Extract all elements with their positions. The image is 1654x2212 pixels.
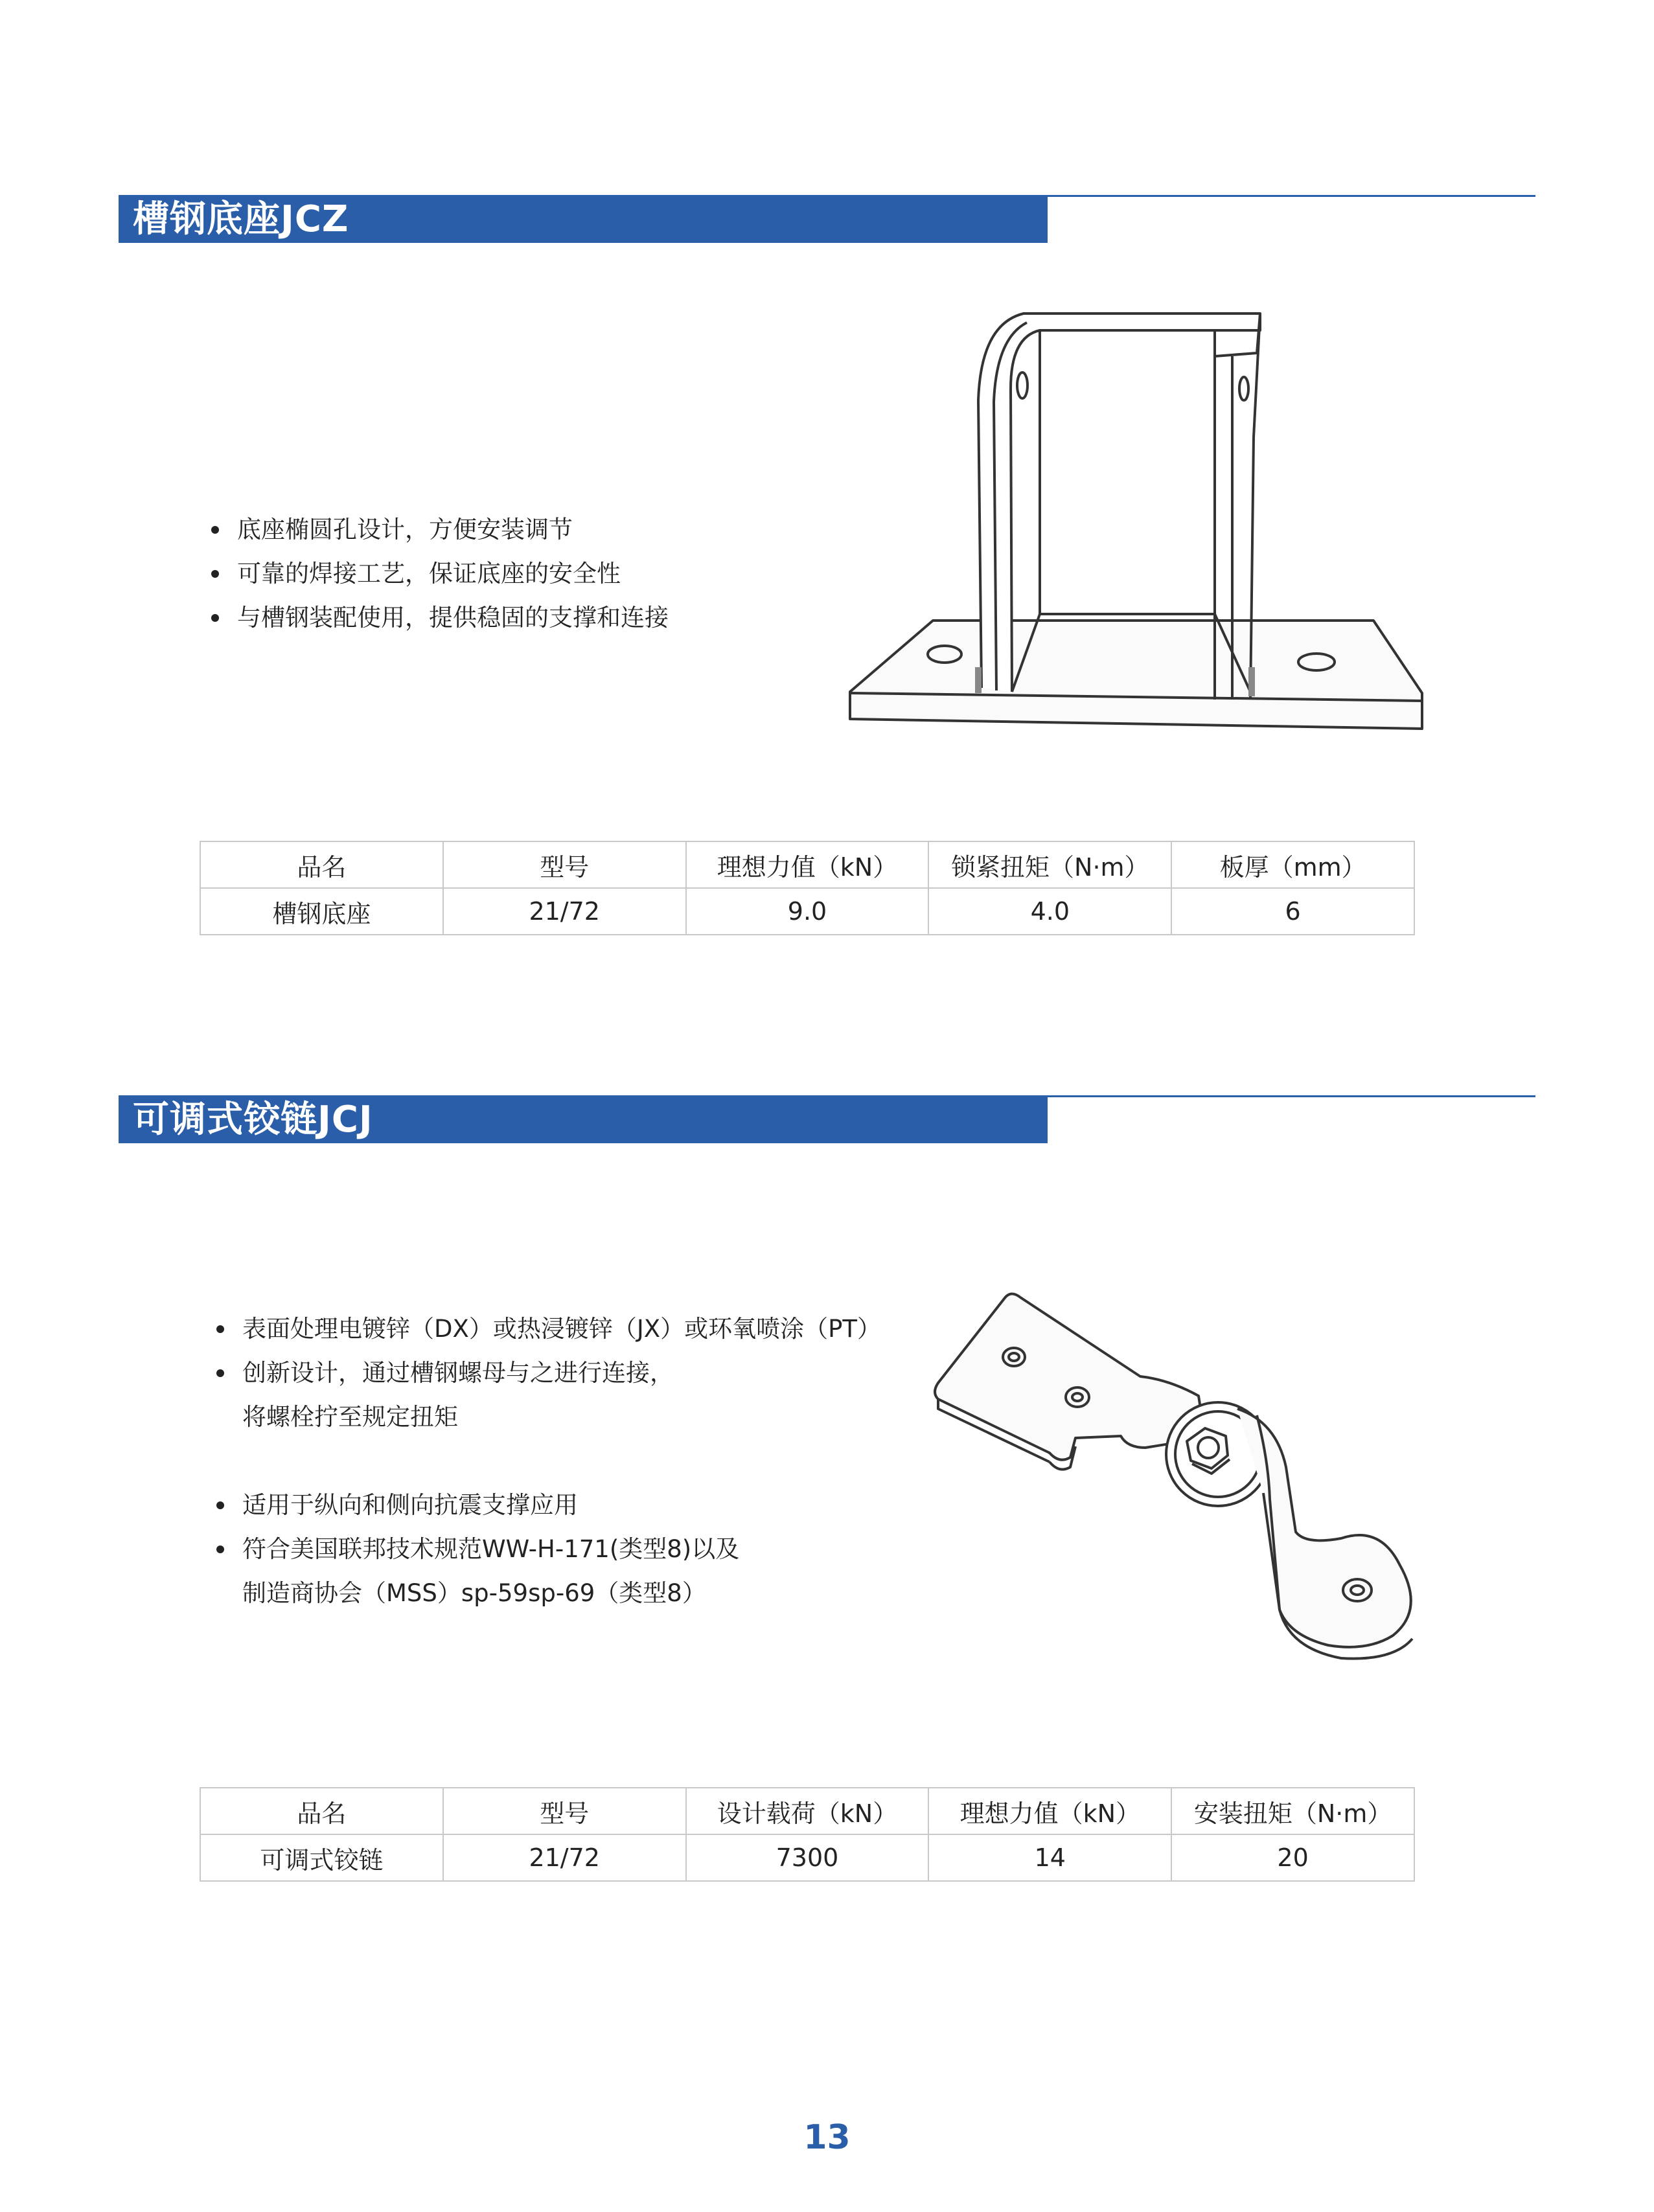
table-cell: 7300	[686, 1834, 929, 1881]
section-title: 槽钢底座JCZ	[133, 198, 349, 240]
feature-item: 与槽钢装配使用，提供稳固的支撑和连接	[207, 596, 669, 640]
table-cell: 21/72	[443, 1834, 686, 1881]
table-header-row	[200, 841, 1414, 888]
channel-base-illustration	[836, 304, 1438, 745]
feature-item: 可靠的焊接工艺，保证底座的安全性	[207, 552, 669, 596]
table-cell: 槽钢底座	[200, 888, 443, 935]
feature-item: 创新设计，通过槽钢螺母与之进行连接，	[212, 1351, 881, 1395]
feature-item: 底座椭圆孔设计，方便安装调节	[207, 508, 669, 552]
table-header-cell: 理想力值（kN）	[686, 841, 929, 888]
spec-table	[200, 1787, 1415, 1882]
feature-item: 符合美国联邦技术规范WW-H-171(类型8)以及	[212, 1527, 881, 1571]
table-header-cell: 型号	[443, 841, 686, 888]
page-number: 13	[803, 2118, 851, 2157]
table-header-cell: 设计载荷（kN）	[686, 1788, 929, 1834]
feature-item-continued: 制造商协会（MSS）sp-59sp-69（类型8）	[242, 1579, 706, 1607]
table-header-cell: 安装扭矩（N·m）	[1171, 1788, 1414, 1834]
feature-list	[212, 1307, 881, 1615]
table-row	[200, 1834, 1414, 1881]
table-header-cell: 锁紧扭矩（N·m）	[928, 841, 1171, 888]
table-cell: 9.0	[686, 888, 929, 935]
table-header-row	[200, 1788, 1414, 1834]
feature-item-continued: 将螺栓拧至规定扭矩	[242, 1403, 458, 1431]
section-title: 可调式铰链JCJ	[133, 1099, 373, 1141]
table-header-cell: 板厚（mm）	[1171, 841, 1414, 888]
table-header-cell: 理想力值（kN）	[928, 1788, 1171, 1834]
table-cell: 14	[928, 1834, 1171, 1881]
table-cell: 21/72	[443, 888, 686, 935]
table-header-cell: 品名	[200, 1788, 443, 1834]
feature-list	[207, 508, 669, 640]
spec-table	[200, 841, 1415, 935]
table-row	[200, 888, 1414, 935]
table-cell: 6	[1171, 888, 1414, 935]
table-cell: 20	[1171, 1834, 1414, 1881]
table-header-cell: 品名	[200, 841, 443, 888]
list-spacer	[212, 1439, 881, 1483]
feature-item: 适用于纵向和侧向抗震支撑应用	[212, 1483, 881, 1527]
adjustable-hinge-illustration	[926, 1286, 1432, 1661]
feature-item: 表面处理电镀锌（DX）或热浸镀锌（JX）或环氧喷涂（PT）	[212, 1307, 881, 1351]
table-cell: 4.0	[928, 888, 1171, 935]
table-header-cell: 型号	[443, 1788, 686, 1834]
table-cell: 可调式铰链	[200, 1834, 443, 1881]
